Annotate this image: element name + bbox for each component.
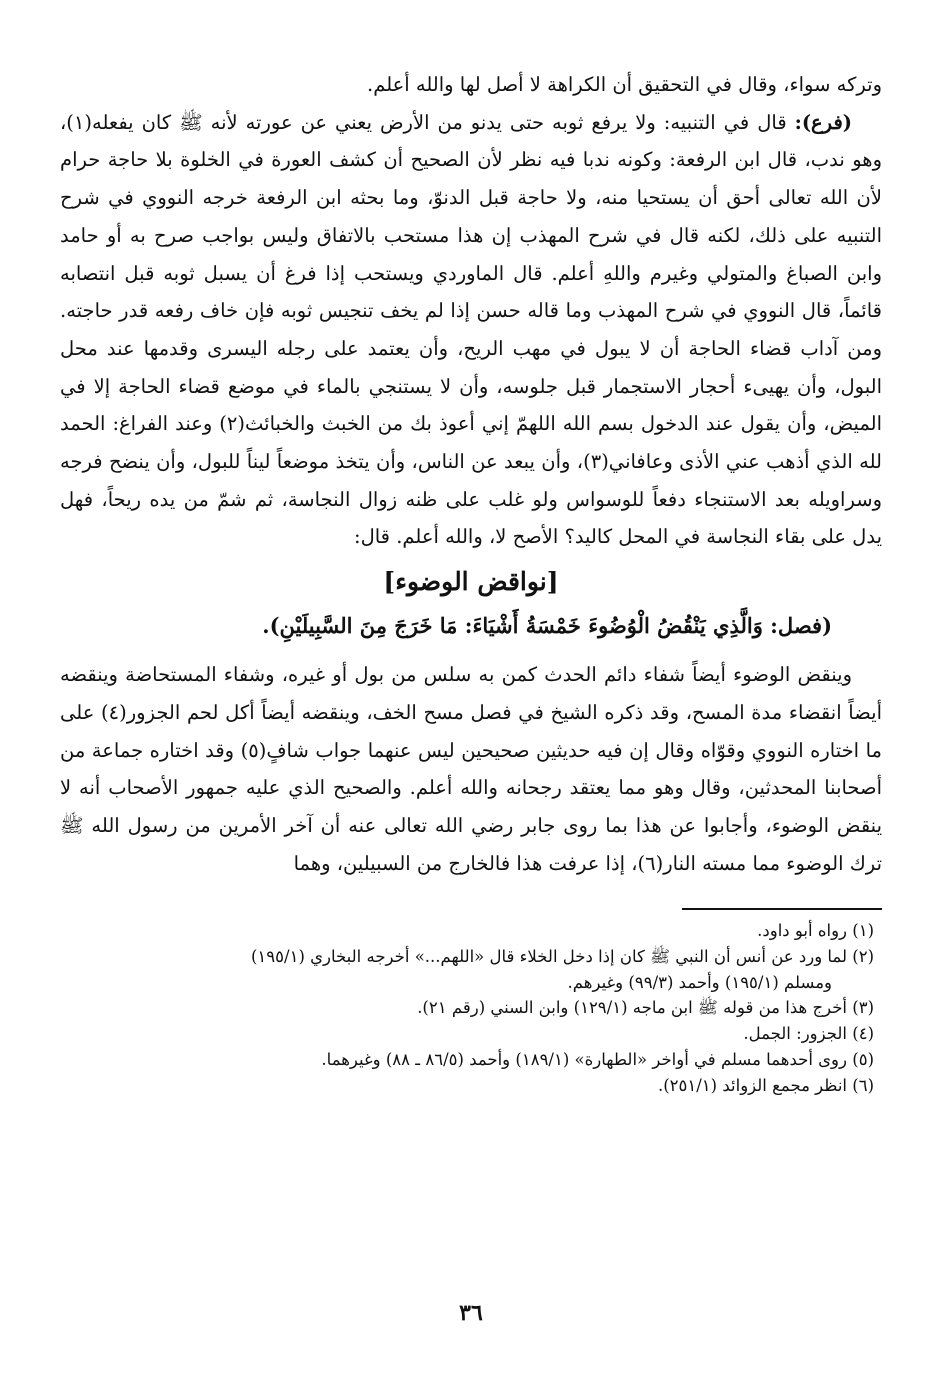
footnote-2: (٢) لما ورد عن أنس أن النبي ﷺ كان إذا دخل الخلاء قال «اللهم...» أخرجه البخاري (١٩٥/١) [250,947,874,967]
footnote-5: (٥) روى أحدهما مسلم في أواخر «الطهارة» (١٨٩/١) وأحمد (٨٦/٥ ـ ٨٨) وغيرهما. [321,1049,874,1069]
footnote-separator [682,908,882,910]
paragraph-far [60,104,882,556]
footnote-3: (٣) أخرج هذا من قوله ﷺ ابن ماجه (١٢٩/١) وابن السني (رقم ٢١). [417,998,874,1018]
far-text: قال في التنبيه: ولا يرفع ثوبه حتى يدنو من الأرض يعني عن عورته لأنه ﷺ كان يفعله(١)، وهو ندب، قال ابن الرفعة: وكونه ندبا فيه نظر لأن الصحيح أن كشف العورة في الخلوة بلا حاجة حرام لأن الله تعالى أحق أن يستحيا منه، ولا حاجة قبل الدنوّ، وما بحثه ابن الرفعة خرجه النووي في شرح التنبيه على ذلك، لكنه قال في شرح المهذب إن هذا مستحب بالاتفاق وليس بواجب صرح به أو حامد وابن الصباغ والمتولي وغيرم واللهِ أعلم. قال الماوردي ويستحب إذا فرغ أن يسبل ثوبه قبل انتصابه قائماً، قال النووي في شرح المهذب وما قاله حسن إذا لم يخف تنجيس ثوبه فإن خاف رفعه قدر حاجته. ومن آداب قضاء الحاجة أن لا يبول في مهب الريح، وأن يعتمد على رجله اليسرى وقدمها عند محل البول، وأن يهيىء أحجار الاستجمار قبل جلوسه، وأن لا يستنجي بالماء في موضع قضاء الحاجة إلا في الميض، وأن يقول عند الدخول بسم الله اللهمّ إني أعوذ بك من الخبث والخبائث(٢) وعند الفراغ: الحمد لله الذي أذهب عني الأذى وعافاني(٣)، وأن يبعد عن الناس، وأن يتخذ موضعاً ليناً للبول، وأن ينضح فرجه وسراويله بعد الاستنجاء دفعاً للوسواس ولو غلب على ظنه زوال النجاسة، ثم شمّ من يده ريحاً، فهل يدل على بقاء النجاسة في المحل كاليد؟ الأصح لا، والله أعلم. قال: [60,110,883,549]
paragraph-intro: وتركه سواء، وقال في التحقيق أن الكراهة لا أصل لها والله أعلم. [367,73,882,96]
page-number: ٣٦ [459,1300,483,1326]
footnote-2-continued: ومسلم (١٩٥/١) وأحمد (٩٩/٣) وغيرهم. [567,972,832,992]
footnote-6: (٦) انظر مجمع الزوائد (٢٥١/١). [657,1075,874,1095]
far-label: (فرع): [794,110,852,134]
page-body [60,66,882,1098]
footnotes [60,918,882,1098]
footnote-4: (٤) الجزور: الجمل. [743,1024,874,1044]
section-heading: [نواقض الوضوء] [383,567,559,597]
paragraph-nawaqid: وينقض الوضوء أيضاً شفاء دائم الحدث كمن به سلس من بول أو غيره، وشفاء المستحاضة وينقضه أيضاً انقضاء مدة المسح، وقد ذكره الشيخ في فصل مسح الخف، وينقضه أيضاً أكل لحم الجزور(٤) على ما اختاره النووي وقوّاه وقال إن فيه حديثين صحيحين ليس عنهما جواب شافٍ(٥) وقد اختاره جماعة من أصحابنا المحدثين، وقال وهو مما يعتقد رجحانه والله أعلم. والصحيح الذي عليه جمهور الأصحاب أنه لا ينقض الوضوء، وأجابوا عن هذا بما روى جابر رضي الله تعالى عنه أن آخر الأمرين من رسول الله ﷺ ترك الوضوء مما مسته النار(٦)، إذا عرفت هذا فالخارج من السبيلين، وهما [60,663,882,875]
fasl-line: (فصل: وَالَّذِي يَنْقُضُ الْوُضُوءَ خَمْسَةُ أَشْيَاءَ: مَا خَرَجَ مِنَ السَّبِيلَيْنِ). [262,613,832,639]
footnote-1: (١) رواه أبو داود. [757,921,874,941]
